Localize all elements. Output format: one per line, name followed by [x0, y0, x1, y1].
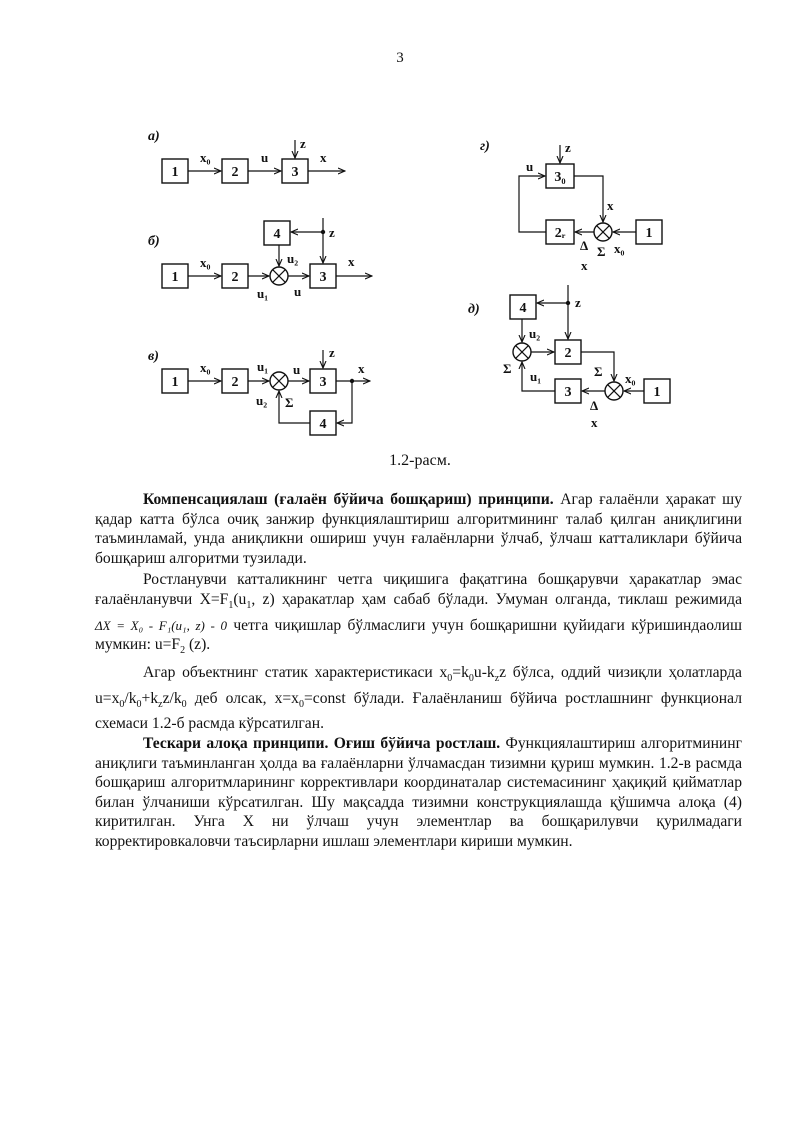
formula-deviation: ΔX = X₀ - F₁(u₁, z) - 0 [95, 617, 228, 633]
paragraph-compensation-text: Агар ғалаёнли ҳаракат шу қадар катта бўлса очиқ занжир функциялаштириш алгоритмининг талаб қилган аниқлигини таъминламай, унда аниқликни ошириш учун ғалаёнларни ўлчаб, ўлчаш катталиклари бўйича бошқариш алгоритми тузилади. [95, 491, 742, 567]
panel-d-block-1-label: 1 [653, 385, 661, 400]
panel-v-block-2-label: 2 [231, 375, 239, 390]
p2-sub-1: 1 [228, 600, 234, 612]
panel-g [480, 139, 662, 273]
p3-a: Агар объектнинг статик характеристикаси x [143, 663, 448, 681]
block-diagram-figure [0, 110, 800, 440]
panel-d-block-3-label: 3 [564, 385, 572, 400]
panel-a-block-3-label: 3 [291, 165, 299, 180]
panel-g-u: u [526, 159, 534, 174]
p3-s4: 0 [119, 698, 125, 710]
paragraph-compensation [95, 490, 742, 568]
panel-d [468, 285, 670, 430]
panel-b-u1: u₁ [257, 286, 269, 301]
panel-g-delta: Δ [580, 238, 589, 253]
panel-d-block-4-label: 4 [519, 301, 527, 316]
panel-g-x: x [607, 198, 614, 213]
panel-b-block-4-label: 4 [273, 227, 281, 242]
panel-d-summing-junction-right [605, 382, 623, 400]
p3-b: =k [452, 663, 469, 681]
panel-g-block-1-label: 1 [645, 226, 653, 241]
panel-b [148, 218, 372, 301]
p2-part-b: (u [233, 590, 247, 608]
p3-s2: 0 [468, 673, 474, 685]
heading-feedback-principle: Тескари алоқа принципи. Оғиш бўйича ростлаш. [143, 734, 501, 752]
p3-h: деб олсак, x=x [186, 689, 299, 707]
panel-v-x0: x₀ [200, 360, 211, 375]
panel-v-label: в) [148, 349, 159, 364]
panel-v-block-1-label: 1 [171, 375, 179, 390]
panel-v-u2: u₂ [256, 393, 268, 408]
p2-part-a: Ростланувчи катталикнинг четга чиқишига фақатгина бошқарувчи ҳаракатлар эмас ғалаёнланувчи X=F [95, 571, 742, 608]
panel-d-summing-junction-left [513, 343, 531, 361]
p3-s3: z [494, 673, 500, 685]
panel-g-x-bottom: x [581, 258, 588, 273]
panel-g-block-object-label: 3₀ [554, 170, 566, 185]
heading-compensation-principle: Компенсациялаш (ғалаён бўйича бошқариш) принципи. [143, 491, 554, 508]
p3-s1: 0 [447, 673, 453, 685]
panel-g-block-regulator-label: 2ᵣ [554, 226, 566, 241]
p3-i: =const бўлади. Ғалаёнланиш бўйича ростлашнинг функционал схемаси 1.2-б расмда кўрсатилган. [95, 689, 742, 733]
page-number: 3 [396, 50, 404, 66]
panel-d-sigma-left: Σ [503, 361, 512, 376]
panel-v-u1: u₁ [257, 359, 269, 374]
panel-a-block-2-label: 2 [231, 165, 239, 180]
panel-a-u: u [261, 150, 269, 165]
panel-b-z: z [329, 225, 335, 240]
panel-a-x0: x₀ [200, 150, 211, 165]
p2-sub-2: 1 [246, 600, 252, 612]
panel-v-u: u [293, 362, 301, 377]
panel-b-u: u [294, 284, 302, 299]
panel-d-u2: u₂ [529, 326, 541, 341]
panel-g-label: г) [480, 139, 490, 154]
p2-part-c: , z) ҳаракатлар ҳам сабаб бўлади. Умуман олганда, тиклаш режимида [251, 590, 742, 608]
p3-g: z/k [162, 689, 182, 707]
paragraph-static-characteristic [95, 663, 742, 734]
panel-v-sigma: Σ [285, 395, 294, 410]
p3-d: z бўлса, оддий чизиқли ҳолатларда u=x [95, 663, 742, 707]
panel-v-summing-junction [270, 372, 288, 390]
panel-b-x: x [348, 254, 355, 269]
panel-d-block-2-label: 2 [564, 346, 572, 361]
p3-s6: z [158, 698, 163, 710]
panel-a [148, 129, 345, 183]
p3-e: /k [124, 689, 137, 707]
panel-b-block-1-label: 1 [171, 270, 179, 285]
panel-d-sigma-right: Σ [594, 364, 603, 379]
paragraph-feedback [95, 734, 742, 852]
paragraph-disturbance [95, 570, 742, 661]
p3-s5: 0 [136, 698, 142, 710]
panel-b-block-2-label: 2 [231, 270, 239, 285]
panel-b-x0: x₀ [200, 255, 211, 270]
panel-a-label: а) [148, 129, 160, 144]
panel-g-x0: x₀ [614, 241, 625, 256]
panel-v-block-4-label: 4 [319, 417, 327, 432]
panel-v-z: z [329, 345, 335, 360]
panel-d-label: д) [468, 302, 480, 317]
panel-d-delta: Δ [590, 398, 599, 413]
panel-g-z: z [565, 140, 571, 155]
panel-a-x: x [320, 150, 327, 165]
panel-b-block-3-label: 3 [319, 270, 327, 285]
panel-b-u2: u₂ [287, 251, 299, 266]
p2-sub-3: 2 [180, 645, 186, 657]
panel-v-block-3-label: 3 [319, 375, 327, 390]
panel-g-sigma: Σ [597, 244, 606, 259]
p3-f: +k [141, 689, 159, 707]
panel-g-summing-junction [594, 223, 612, 241]
paragraph-feedback-text: Функциялаштириш алгоритмининг аниқлиги таъминланган ҳолда ва ғалаёнларни ўлчамасдан тизимни қуриш мумкин. 1.2-в расмда бошқариш алгоритмларининг коррективлари координаталар системасининг ҳақиқий қийматлар билан ўлчаниши кўрсатилган. Шу мақсадда тизимни конструкциялашда қўшимча алоқа (4) киритилган. Унга X ни ўлчаш учун элементлар ва бошқарилувчи қурилмадаги корректировкаловчи таъсирларни ишлаш элементлари кириши мумкин. [95, 734, 743, 850]
panel-v [148, 345, 370, 435]
panel-d-z: z [575, 295, 581, 310]
panel-v-x: x [358, 361, 365, 376]
p2-part-d: четга чиқишлар бўлмаслиги учун бошқаришни қуйидаги кўришиндаолиш мумкин: u=F [95, 616, 742, 654]
panel-d-x-bottom: x [591, 415, 598, 430]
panel-a-block-1-label: 1 [171, 165, 179, 180]
p3-c: u-k [473, 663, 495, 681]
panel-d-u1: u₁ [530, 369, 542, 384]
body-text [95, 490, 742, 852]
panel-a-z: z [300, 136, 306, 151]
p2-part-e: (z). [185, 636, 211, 654]
p3-s7: 0 [181, 698, 187, 710]
panel-d-x0: x₀ [625, 371, 636, 386]
panel-b-label: б) [148, 234, 160, 249]
panel-b-summing-junction [270, 267, 288, 285]
p3-s8: 0 [298, 698, 304, 710]
figure-caption: 1.2-расм. [389, 452, 451, 469]
